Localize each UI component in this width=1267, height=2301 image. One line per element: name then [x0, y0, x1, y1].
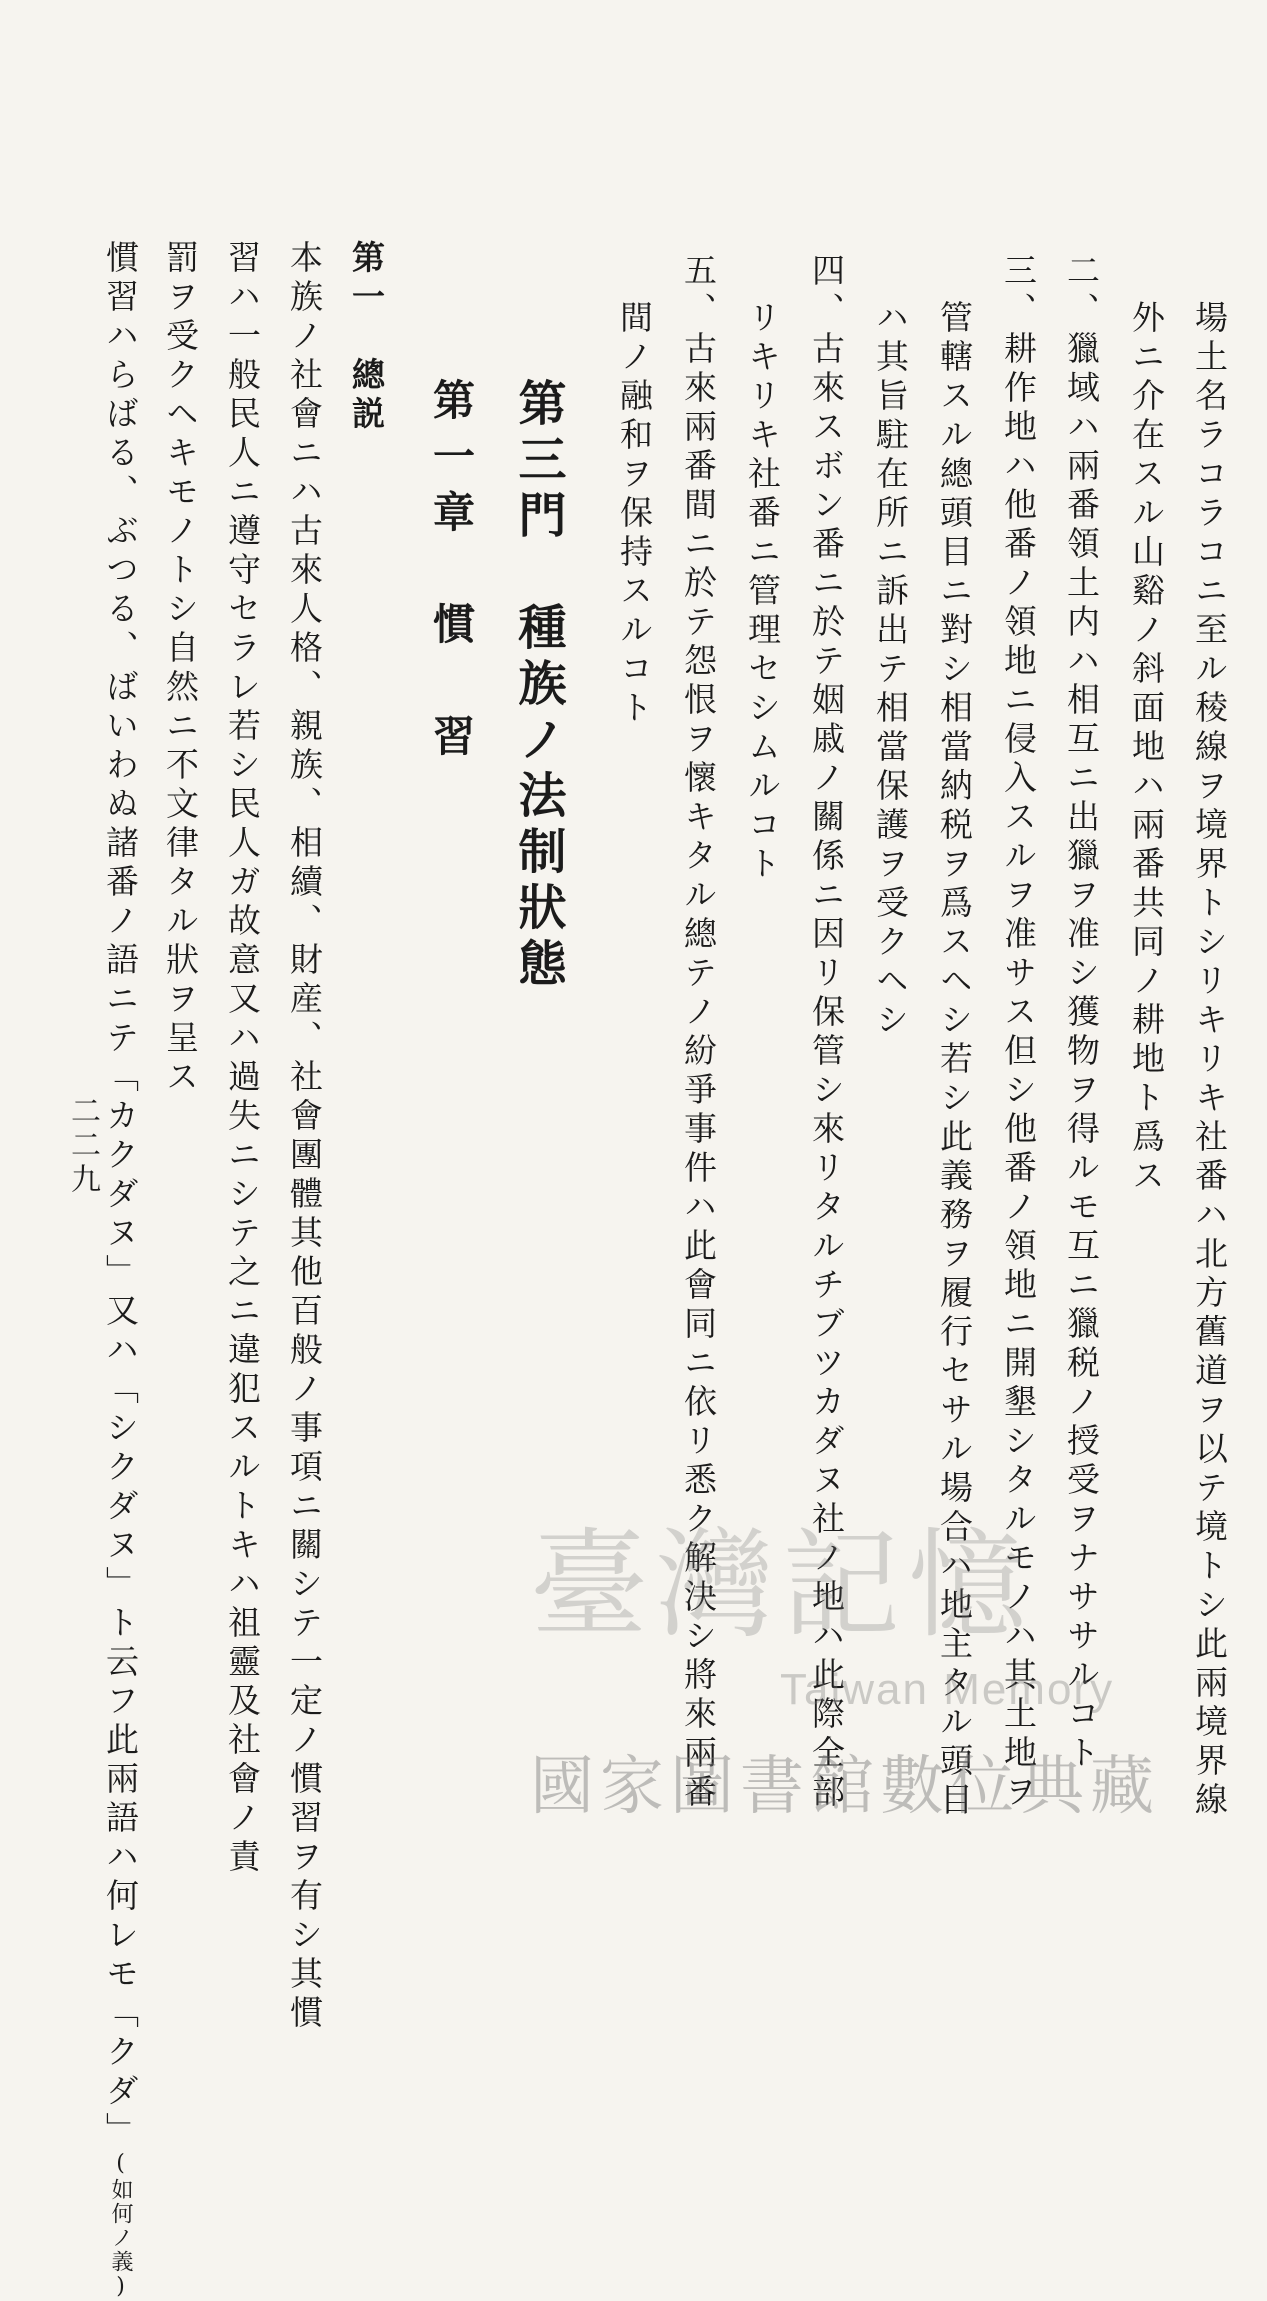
chapter-title: 第一章 慣 習	[427, 378, 476, 770]
body-column-2: 習ハ一般民人ニ遵守セラレ若シ民人ガ故意又ハ過失ニシテ之ニ違犯スルトキハ祖靈及社會ノ責	[223, 240, 262, 1878]
body-column-3: 罰ヲ受クヘキモノトシ自然ニ不文律タル狀ヲ呈ス	[161, 240, 200, 1098]
inline-note: (如何ノ義)	[108, 2151, 133, 2301]
text-column-9: 五、古來兩番間ニ於テ怨恨ヲ懷キタル總テノ紛爭事件ハ此會同ニ依リ悉ク解決シ將來兩番	[679, 253, 718, 1813]
text-column-1: 場土名ラコラコニ至ル稜線ヲ境界トシリキリキ社番ハ北方舊道ヲ以テ境トシ此兩境界線	[1190, 300, 1229, 1821]
watermark-calligraphy: 臺灣記憶	[530, 1516, 1035, 1654]
text-column-4: 三、耕作地ハ他番ノ領地ニ侵入スルヲ准サス但シ他番ノ領地ニ開墾シタルモノハ其土地ヲ	[999, 253, 1038, 1813]
subsection-title: 第一 總説	[347, 240, 386, 435]
watermark-chinese: 國家圖書館數位典藏	[530, 1750, 1160, 1824]
text-column-6: ハ其旨駐在所ニ訴出テ相當保護ヲ受クヘシ	[871, 300, 910, 1041]
text-column-3: 二、獵域ハ兩番領土内ハ相互ニ出獵ヲ准シ獲物ヲ得ルモ互ニ獵税ノ授受ヲナササルコト	[1062, 253, 1101, 1774]
text-column-10: 間ノ融和ヲ保持スルコト	[615, 300, 654, 729]
watermark-english: Taiwan Memory	[780, 1665, 1115, 1714]
body-column-4-text: 慣習ハらばる、ぶつる、ばいわぬ諸番ノ語ニテ「カクダヌ」又ハ「シクダヌ」ト云フ此兩語ハ何レモ「クダ」	[101, 240, 140, 2151]
body-column-1: 本族ノ社會ニハ古來人格、親族、相續、財産、社會團體其他百般ノ事項ニ關シテ一定ノ慣習ヲ有シ其慣	[285, 240, 324, 2034]
page-number: 二二九	[65, 1095, 100, 1197]
text-column-7: 四、古來スボン番ニ於テ姻戚ノ關係ニ因リ保管シ來リタルチブツカダヌ社ノ地ハ此際全部	[807, 253, 846, 1813]
text-column-8: リキリキ社番ニ管理セシムルコト	[743, 300, 782, 885]
section-heading: 第三門 種族ノ法制狀態	[510, 378, 566, 994]
text-column-2: 外ニ介在スル山谿ノ斜面地ハ兩番共同ノ耕地ト爲ス	[1127, 300, 1166, 1197]
body-column-4	[101, 240, 140, 2301]
text-column-5: 管轄スル總頭目ニ對シ相當納税ヲ爲スヘシ若シ此義務ヲ履行セサル場合ハ地主タル頭目	[935, 300, 974, 1821]
